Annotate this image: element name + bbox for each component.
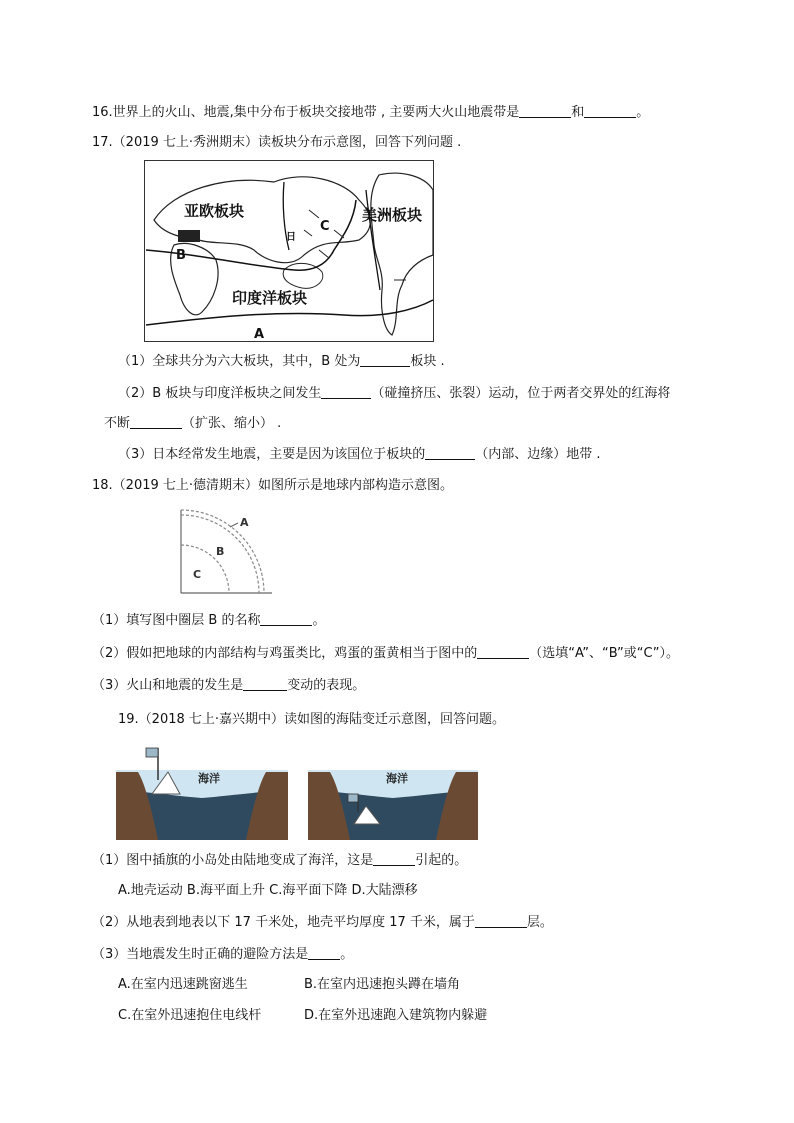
earth-structure-figure	[178, 505, 278, 597]
earth-label-b: B	[216, 545, 225, 558]
q18-p2-blank[interactable]	[477, 644, 529, 659]
earth-label-c: C	[193, 568, 202, 581]
q17-p2: （2）B 板块与印度洋板块之间发生 （碰撞挤压、张裂）运动，位于两者交界处的红海将	[118, 386, 671, 401]
q19-option-b: B.在室内迅速抱头蹲在墙角	[304, 977, 461, 992]
q19-p1-blank[interactable]	[373, 851, 415, 866]
q16-blank-2[interactable]	[584, 103, 636, 118]
q18-p1-blank[interactable]	[260, 611, 312, 626]
earth-label-a: A	[240, 516, 249, 529]
q19-stem: 19.（2018 七上·嘉兴期中）读如图的海陆变迁示意图，回答问题。	[118, 712, 506, 727]
q17-p2-blank-1[interactable]	[321, 384, 371, 399]
map-label-japan: 日	[286, 232, 296, 243]
sea-land-change-left	[116, 742, 288, 840]
q19-p3: （3）当地震发生时正确的避险方法是 。	[92, 947, 354, 962]
map-label-indian: 印度洋板块	[232, 289, 308, 307]
sea-label-right: 海洋	[386, 772, 408, 785]
q19-p3-blank[interactable]	[308, 945, 340, 960]
q17-p3: （3）日本经常发生地震，主要是因为该国位于板块的 （内部、边缘）地带 .	[118, 447, 601, 462]
map-label-eurasia: 亚欧板块	[184, 202, 245, 220]
map-label-c: C	[320, 219, 330, 234]
q19-p2-blank[interactable]	[475, 913, 527, 928]
map-label-b: B	[176, 248, 186, 263]
map-label-america: 美洲板块	[362, 206, 423, 224]
q19-option-d: D.在室外迅速跑入建筑物内躲避	[304, 1008, 488, 1023]
q17-p2-blank-2[interactable]	[130, 414, 182, 429]
plate-map-figure	[144, 160, 434, 342]
q16-line: 16.世界上的火山、地震,集中分布于板块交接地带 , 主要两大火山地震带是 和 。	[92, 105, 650, 120]
q17-stem: 17.（2019 七上·秀洲期末）读板块分布示意图，回答下列问题 .	[92, 135, 462, 150]
q17-p3-blank[interactable]	[425, 445, 475, 460]
map-label-a: A	[254, 327, 265, 342]
q17-p2-cont: 不断 （扩张、缩小） .	[104, 416, 282, 431]
q19-p1-options: A.地壳运动 B.海平面上升 C.海平面下降 D.大陆漂移	[118, 883, 418, 898]
q17-p1: （1）全球共分为六大板块，其中，B 处为 板块 .	[118, 354, 445, 369]
q19-p1: （1）图中插旗的小岛处由陆地变成了海洋，这是 引起的。	[92, 853, 468, 868]
q18-p2: （2）假如把地球的内部结构与鸡蛋类比，鸡蛋的蛋黄相当于图中的 （选填“A”、“B”或“C”）。	[92, 646, 680, 661]
sea-label-left: 海洋	[198, 772, 220, 785]
q18-p3-blank[interactable]	[243, 676, 287, 691]
q19-option-c: C.在室外迅速抱住电线杆	[118, 1008, 262, 1023]
sea-land-change-right	[308, 742, 478, 840]
q19-p2: （2）从地表到地表以下 17 千米处，地壳平均厚度 17 千米，属于 层。	[92, 915, 553, 930]
q17-p1-blank[interactable]	[360, 352, 410, 367]
q18-stem: 18.（2019 七上·德清期末）如图所示是地球内部构造示意图。	[92, 478, 454, 493]
q16-blank-1[interactable]	[519, 103, 571, 118]
q19-option-a: A.在室内迅速跳窗逃生	[118, 977, 248, 992]
q18-p1: （1）填写图中圈层 B 的名称 。	[92, 613, 326, 628]
q18-p3: （3）火山和地震的发生是 变动的表现。	[92, 678, 366, 693]
